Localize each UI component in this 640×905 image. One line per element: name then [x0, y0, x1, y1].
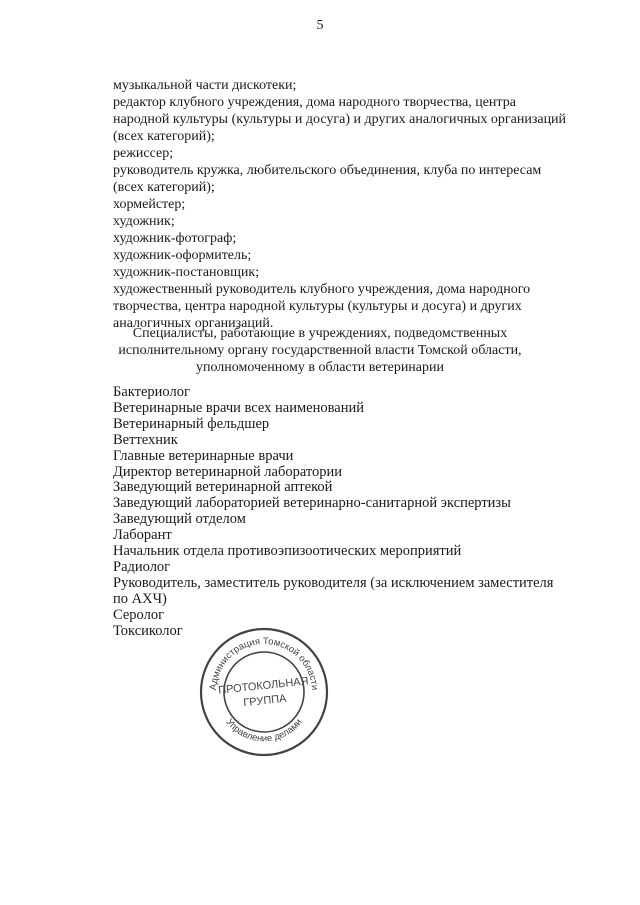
list-item: Директор ветеринарной лаборатории [113, 463, 343, 480]
heading-line: исполнительному органу государственной власти Томской области, [118, 343, 522, 358]
list-item: народной культуры (культуры и досуга) и других аналогичных организаций [113, 112, 567, 127]
list-item: Радиолог [113, 558, 171, 575]
list-item: Заведующий лабораторией ветеринарно-санитарной экспертизы [113, 495, 511, 512]
list-item: Заведующий отделом [113, 511, 246, 528]
list-item: (всех категорий); [113, 180, 215, 195]
list-item: Серолог [113, 606, 165, 623]
list-item: Главные ветеринарные врачи [113, 447, 294, 464]
list-item: Руководитель, заместитель руководителя (за исключением заместителя [113, 574, 554, 591]
stamp-top-text: Администрация Томской области [207, 635, 321, 691]
list-item: музыкальной части дискотеки; [113, 78, 297, 93]
list-item: художник-фотограф; [113, 231, 237, 246]
list-item: аналогичных организаций. [113, 316, 274, 331]
stamp-bottom-text: Управление делами [223, 716, 305, 745]
list-item: художник; [113, 214, 175, 229]
heading-line: Специалисты, работающие в учреждениях, подведомственных [132, 326, 508, 341]
list-item: редактор клубного учреждения, дома народного творчества, центра [113, 95, 516, 110]
list-item: Заведующий ветеринарной аптекой [113, 479, 333, 496]
section-heading [95, 325, 545, 376]
list-item: Лаборант [113, 527, 172, 544]
list-item: Веттехник [113, 431, 178, 448]
list-item: художественный руководитель клубного учреждения, дома народного [113, 282, 531, 297]
cultural-positions-list [113, 77, 583, 332]
list-item: Токсиколог [113, 622, 183, 639]
list-item: руководитель кружка, любительского объединения, клуба по интересам [113, 163, 542, 178]
list-item: по АХЧ) [113, 590, 167, 607]
list-item: режиссер; [113, 146, 174, 161]
list-item: Начальник отдела противоэпизоотических мероприятий [113, 543, 462, 560]
veterinary-positions-list [113, 385, 573, 640]
list-item: (всех категорий); [113, 129, 215, 144]
list-item: художник-постановщик; [113, 265, 260, 280]
heading-line: уполномоченному в области ветеринарии [195, 360, 444, 375]
list-item: художник-оформитель; [113, 248, 252, 263]
list-item: творчества, центра народной культуры (культуры и досуга) и других [113, 299, 522, 314]
page-number: 5 [316, 18, 324, 33]
stamp-center-line1: ПРОТОКОЛЬНАЯ [217, 675, 310, 697]
list-item: Бактериолог [113, 384, 190, 400]
list-item: хормейстер; [113, 197, 186, 212]
stamp-center-line2: ГРУППА [242, 692, 288, 710]
list-item: Ветеринарные врачи всех наименований [113, 399, 364, 416]
protocol-group-stamp [197, 625, 331, 759]
list-item: Ветеринарный фельдшер [113, 415, 270, 432]
